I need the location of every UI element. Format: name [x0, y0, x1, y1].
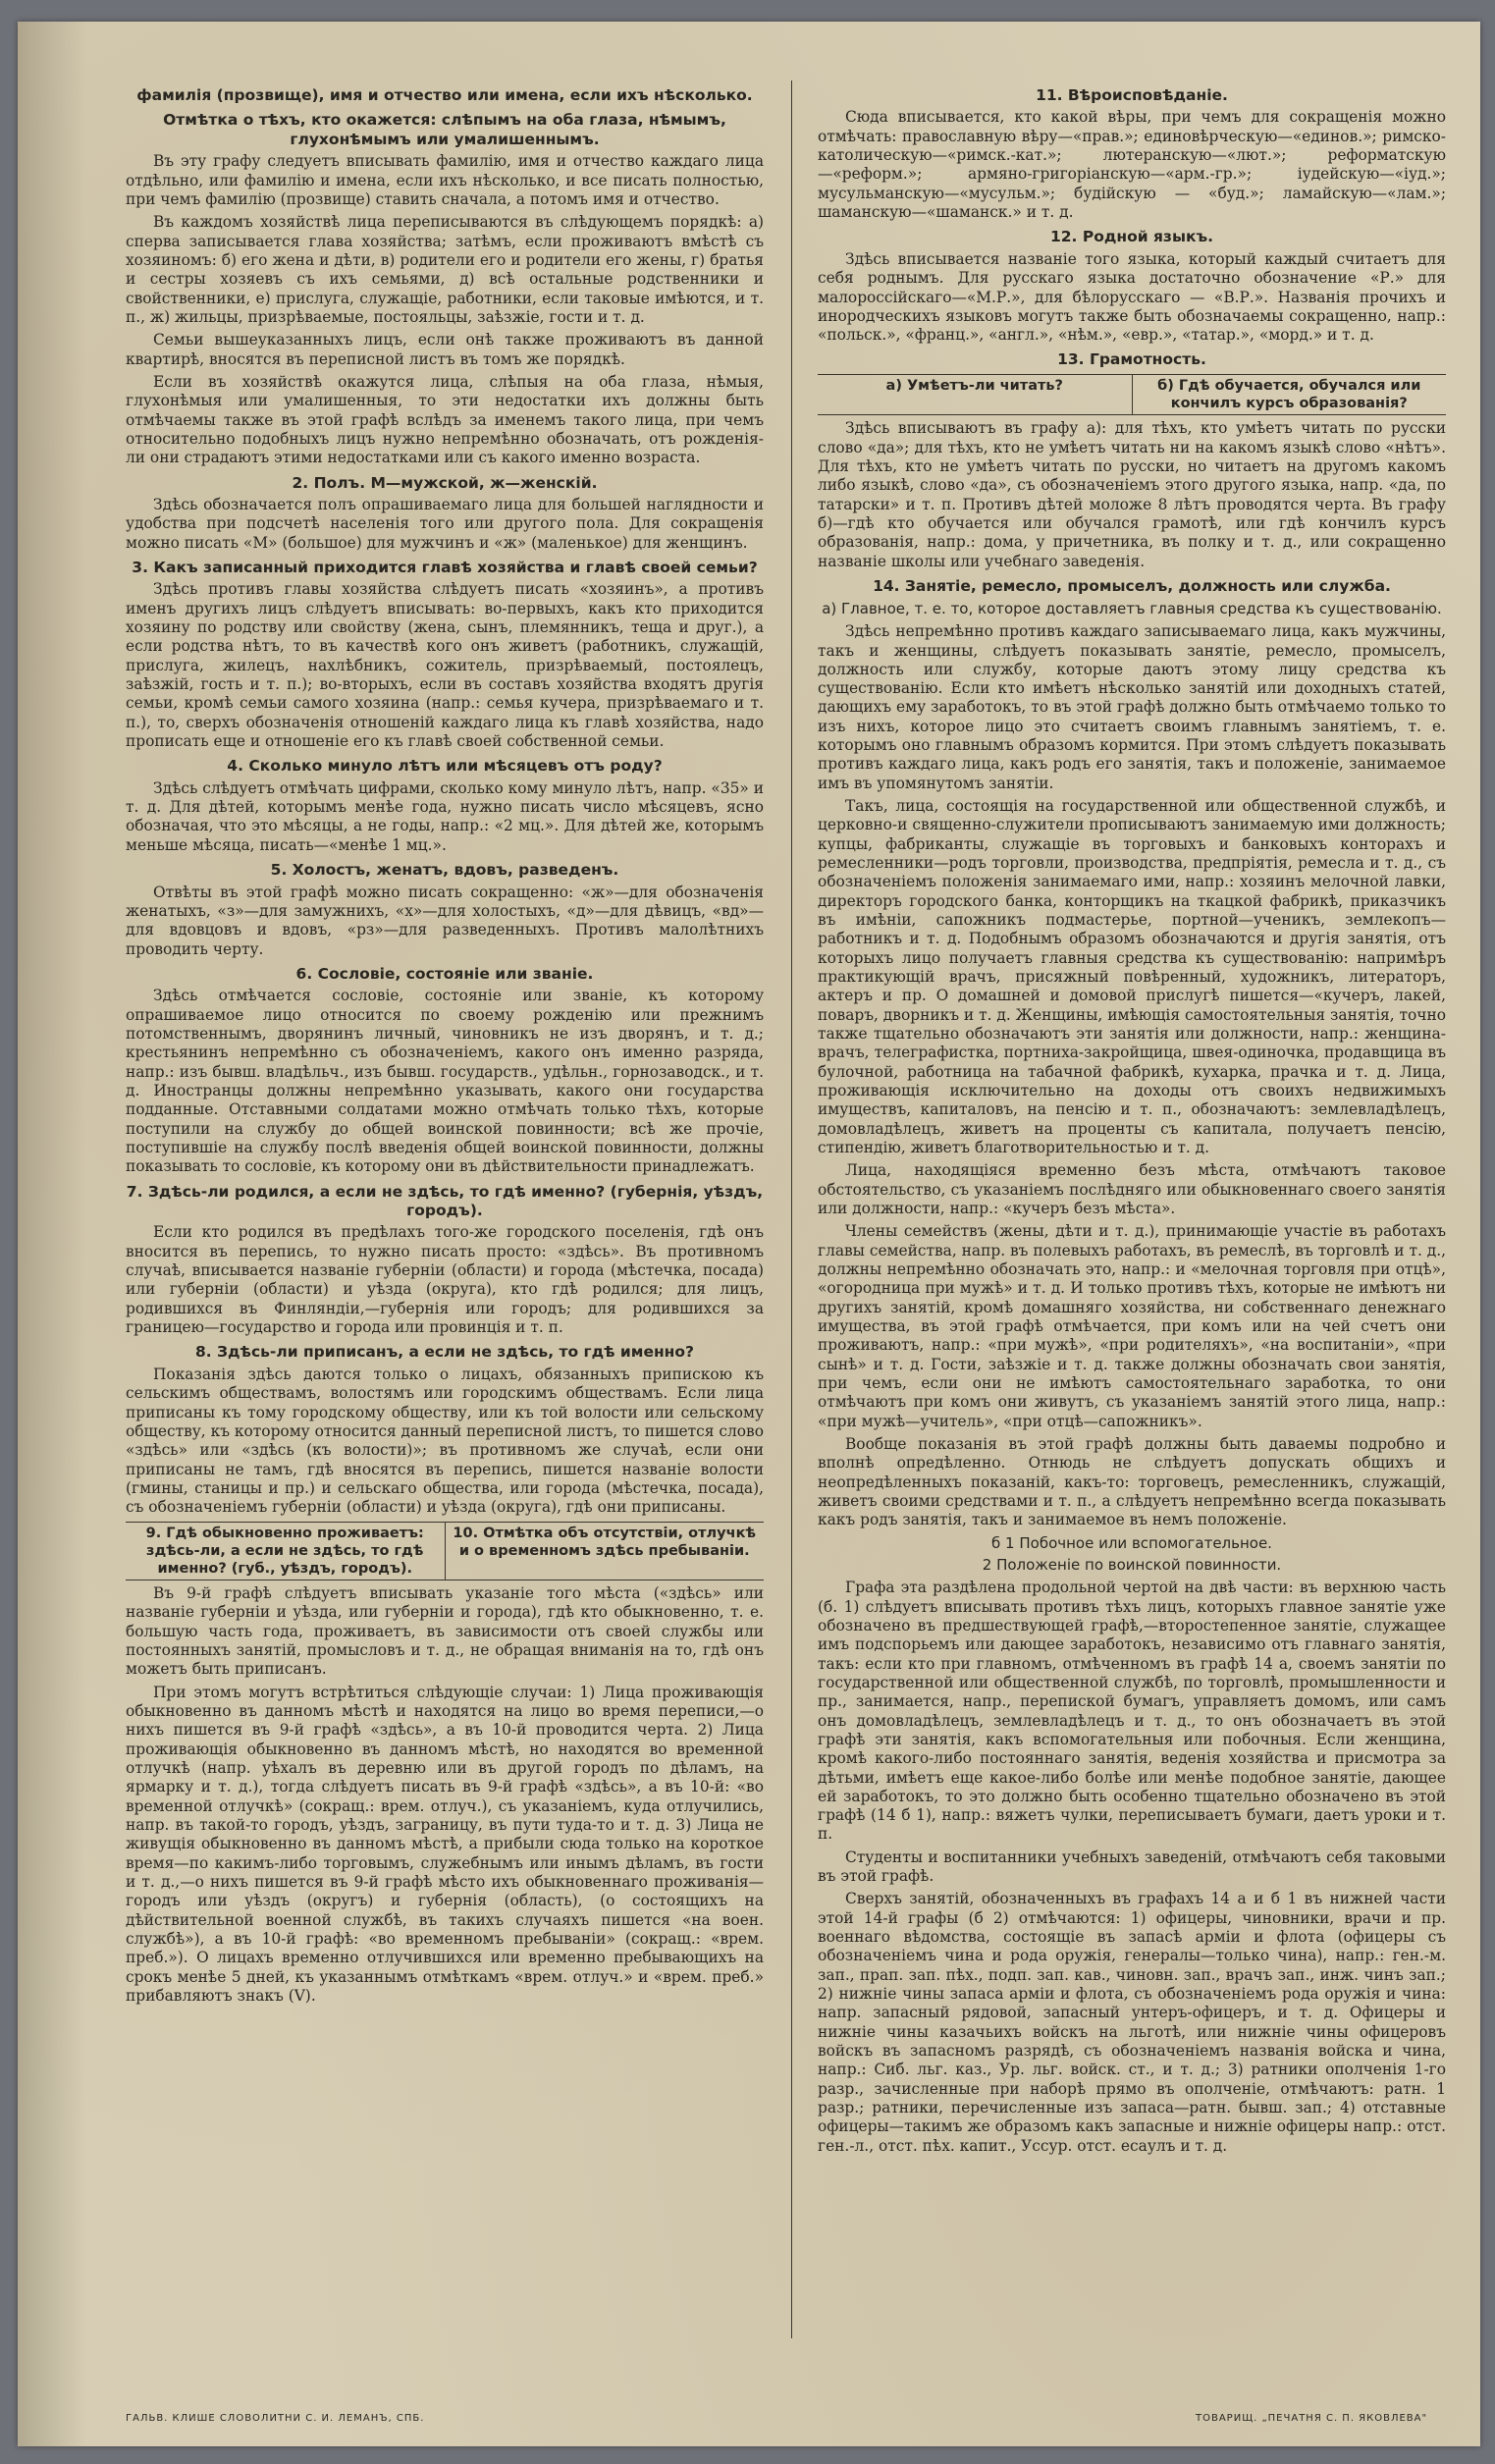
section-12-paragraph: Здѣсь вписывается названіе того языка, который каждый считаетъ для себя роднымъ. Для русскаго языка достаточно обозначение «Р.» для малороссійскаго—«М.Р.», для бѣлорусскаго — «В.Р.». Названія прочихъ и инородческихъ языковъ могутъ также быть обозначаемы сокращенно, напр.: «польск.», «франц.», «англ.», «нѣм.», «евр.», «татар.», «морд.» и т. д.	[818, 249, 1446, 345]
section-1-subheading: Отмѣтка о тѣхъ, кто окажется: слѣпымъ на оба глаза, нѣмымъ, глухонѣмымъ или умалишеннымъ.	[163, 111, 726, 148]
section-4-heading: 4. Сколько минуло лѣтъ или мѣсяцевъ отъ роду?	[227, 757, 663, 776]
section-11-paragraph: Сюда вписывается, кто какой вѣры, при чемъ для сокращенія можно отмѣчать: православную вѣру—«прав.»; единовѣрческую—«единов.»; римско-католическую—«римск.-кат.»; лютеранскую—«лют.»; реформатскую—«реформ.»; армяно-григоріанскую—«арм.-гр.»; іудейскую—«іуд.»; мусульманскую—«мусульм.»; будійскую — «буд.»; ламайскую—«лам.»; шаманскую—«шаманск.» и т. д.	[818, 108, 1446, 222]
section-11-heading: 11. Вѣроисповѣданіе.	[1036, 86, 1228, 104]
section-6-heading: 6. Сословіе, состояніе или званіе.	[295, 964, 594, 983]
section-7-heading: 7. Здѣсь-ли родился, а если не здѣсь, то гдѣ именно? (губернія, уѣздъ, городъ).	[126, 1182, 764, 1220]
printer-credit-left: ГАЛЬВ. КЛИШЕ СЛОВОЛИТНИ С. И. ЛЕМАНЪ, СПБ.	[126, 2413, 425, 2424]
section-5-heading: 5. Холостъ, женатъ, вдовъ, разведенъ.	[270, 861, 619, 880]
section-14a-subheading: а) Главное, т. е. то, которое доставляетъ главныя средства къ существованію.	[822, 600, 1442, 618]
section-14-paragraph-4: Члены семействъ (жены, дѣти и т. д.), принимающіе участіе въ работахъ главы семейства, напр. въ полевыхъ работахъ, въ ремеслѣ, въ торговлѣ и т. д., должны непремѣнно обозначать это, напр.: и «мелочная торговля при отцѣ», «огородница при мужѣ» и т. д. И только противъ тѣхъ, которые не имѣютъ ни другихъ занятій, кромѣ домашняго хозяйства, ни собственнаго денежнаго имущества, въ этой графѣ отмѣчается, при комъ или на чей счетъ они проживаютъ, напр.: «при мужѣ», «при родителяхъ», «на воспитаніи», «при сынѣ» и т. д. Гости, заѣзжіе и т. д. также должны обозначать свои занятія, при чемъ, если они не имѣютъ самостоятельнаго заработка, то они отмѣчаютъ при комъ они живутъ, съ указаніемъ занятій этого лица, напр.: «при мужѣ—учитель», «при отцѣ—сапожникъ».	[818, 1222, 1447, 1430]
census-instruction-sheet	[18, 22, 1480, 2446]
section-14-heading: 14. Занятіе, ремесло, промыселъ, должность или служба.	[873, 576, 1391, 595]
section-13-heading: 13. Грамотность.	[1057, 350, 1206, 369]
section-3-paragraph: Здѣсь противъ главы хозяйства слѣдуетъ писать «хозяинъ», а противъ именъ другихъ лицъ слѣдуетъ вписывать: во-первыхъ, какъ кто приходится хозяину по родству или свойству (жена, сынъ, племянникъ, теща и друг.), а если родства нѣтъ, то въ качествѣ кого онъ живетъ (работникъ, служащій, прислуга, жилецъ, нахлѣбникъ, сожитель, призрѣваемый, постоялецъ, заѣзжій, гость и т. п.); во-вторыхъ, если въ составъ хозяйства входятъ другія семьи, кромѣ семьи самого хозяина (напр.: семья кучера, призрѣваемаго и т. п.), то, сверхъ обозначенія отношеній каждаго лица къ главѣ хозяйства, надо прописать еще и отношеніе его къ главѣ своей собственной семьи.	[126, 580, 764, 751]
left-column	[126, 80, 764, 2009]
section-6-paragraph: Здѣсь отмѣчается сословіе, состояніе или званіе, къ которому опрашиваемое лицо относится по своему рожденію или прежнимъ потомственнымъ, дворянинъ личный, чиновникъ не изъ дворянъ, и т. д.; крестьянинъ непремѣнно съ обозначеніемъ, какого онъ именно разряда, напр.: изъ бывш. владѣльч., изъ бывш. государств., удѣльн., горнозаводск., и т. д. Иностранцы должны непремѣнно указывать, какого они государства подданные. Отставными солдатами можно отмѣчать только тѣхъ, которые поступили на службу до общей воинской повинности; всѣ же прочіе, поступившіе на службу послѣ введенія общей воинской повинности, должны показывать то сословіе, къ которому они въ дѣйствительности принадлежатъ.	[126, 987, 764, 1176]
section-3-heading: 3. Какъ записанный приходится главѣ хозяйства и главѣ своей семьи?	[132, 558, 758, 576]
section-7-paragraph: Если кто родился въ предѣлахъ того-же городского поселенія, гдѣ онъ вносится въ перепись, то нужно писать просто: «здѣсь». Въ противномъ случаѣ, вписывается названіе губерніи (области) и города (мѣстечка, посада) или губерніи (области) и уѣзда (округа), кто гдѣ родился; для лицъ, родившихся въ Финляндіи,—губернія или городъ; для родившихся за границею—государство и города или провинція и т. п.	[126, 1223, 764, 1337]
section-1-heading: фамилія (прозвище), имя и отчество или имена, если ихъ нѣсколько.	[136, 86, 753, 104]
section-14-paragraph-8: Сверхъ занятій, обозначенныхъ въ графахъ 14 а и б 1 въ нижней части этой 14-й графы (б 2) отмѣчаются: 1) офицеры, чиновники, врачи и пр. военнаго вѣдомства, состоящіе въ запасѣ арміи и флота (офицеры съ обозначеніемъ чина и рода оружія, генералы—только чина), напр.: ген.-м. зап., прап. зап. пѣх., подп. зап. кав., чиновн. зап., врачъ зап., инж. чинъ зап.; 2) нижніе чины запаса арміи и флота, съ обозначеніемъ рода оружія и чина: напр. запасный рядовой, запасный унтеръ-офицеръ, и т. д. Офицеры и нижніе чины казачьихъ войскъ на льготѣ, или нижніе чины офицеровъ войскъ въ запасномъ разрядѣ, съ обозначеніемъ названія войска и чина, напр.: Сиб. льг. каз., Ур. льг. войск. ст., и т. д.; 3) ратники ополченія 1-го разр., зачисленные при наборѣ прямо въ ополченіе, отмѣчаютъ: ратн. 1 разр.; ратники, перечисленные изъ запаса—ратн. бывш. зап.; 4) отставные офицеры—такимъ же образомъ какъ запасные и нижніе офицеры напр.: отст. ген.-л., отст. пѣх. капит., Уссур. отст. есаулъ и т. д.	[818, 1890, 1446, 2155]
section-13-subheader	[818, 374, 1446, 415]
section-14-paragraph-1: Здѣсь непремѣнно противъ каждаго записываемаго лица, какъ мужчины, такъ и женщины, слѣдуетъ показывать занятіе, ремесло, промыселъ, должность или службу, которые даютъ этому лицу средства къ существованію. Если кто имѣетъ нѣсколько занятій или доходныхъ статей, дающихъ ему заработокъ, то въ этой графѣ должно быть отмѣчаемо только то изъ нихъ, которое лицо это считаетъ своимъ главнымъ занятіемъ, т. е. которымъ оно главнымъ образомъ кормится. При этомъ слѣдуетъ показывать противъ каждаго лица, какъ родъ его занятія, такъ и положеніе, занимаемое имъ въ упомянутомъ занятіи.	[818, 622, 1446, 792]
section-2-paragraph: Здѣсь обозначается полъ опрашиваемаго лица для большей наглядности и удобства при подсчетѣ населенія того или другого пола. Для сокращенія можно писать «М» (большое) для мужчинъ и «ж» (маленькое) для женщинъ.	[126, 496, 764, 552]
section-8-paragraph: Показанія здѣсь даются только о лицахъ, обязанныхъ припискою къ сельскимъ обществамъ, волостямъ или городскимъ обществамъ. Если лица приписаны къ тому городскому обществу, или къ той волости или сельскому обществу, къ которому относится данный переписной листъ, то пишется слово «здѣсь» или «здѣсь (къ волости)»; въ противномъ же случаѣ, если они приписаны не тамъ, гдѣ вносятся въ перепись, пишется названіе волости (гмины, станицы и пр.) и сельскаго общества, или города (мѣстечка, посада), съ обозначеніемъ губерніи (области) и уѣзда (округа), гдѣ они приписаны.	[126, 1365, 764, 1517]
section-9-paragraph-1: Въ 9-й графѣ слѣдуетъ вписывать указаніе того мѣста («здѣсь» или названіе губерніи и уѣзда, или губерніи и города), гдѣ кто обыкновенно, т. е. большую часть года, проживаетъ, въ зависимости отъ своей службы или постоянныхъ занятій, промысловъ и т. д., не обращая вниманія на то, гдѣ онъ можетъ быть приписанъ.	[126, 1584, 764, 1679]
section-14-paragraph-5: Вообще показанія въ этой графѣ должны быть даваемы подробно и вполнѣ опредѣленно. Отнюдь не слѣдуетъ допускать общихъ и неопредѣленныхъ показаній, какъ-то: торговецъ, ремесленникъ, служащій, живетъ своими средствами и т. п., а слѣдуетъ непремѣнно всегда показывать какъ родъ занятія, такъ и занимаемое въ немъ положеніе.	[818, 1434, 1446, 1529]
section-2-heading: 2. Полъ. М—мужской, ж—женскій.	[292, 473, 598, 492]
section-14b2-subheading: 2 Положеніе по воинской повинности.	[982, 1556, 1282, 1575]
column-divider	[791, 80, 792, 2338]
section-13b-heading: б) Гдѣ обучается, обучался или кончилъ курсъ образованія?	[1132, 375, 1447, 414]
section-14-paragraph-2: Такъ, лица, состоящія на государственной или общественной службѣ, и церковно-и священно-служители прописываютъ занимаемую ими должность; купцы, фабриканты, служащіе въ торговыхъ и банковыхъ конторахъ и ремесленники—родъ торговли, производства, предпріятія, ремесла и т. д., съ обозначеніемъ положенія занимаемаго ими, напр.: хозяинъ мелочной лавки, директоръ городского банка, конторщикъ на ткацкой фабрикѣ, приказчикъ въ имѣніи, сапожникъ подмастерье, портной—ученикъ, землекопъ—работникъ и т. д. Подобнымъ образомъ обозначаются и другія занятія, отъ которыхъ лицо получаетъ главныя средства къ существованію: напримѣръ практикующій врачъ, присяжный повѣренный, художникъ, литераторъ, актеръ и пр. О домашней и домовой прислугѣ пишется—«кучеръ, лакей, поваръ, дворникъ и т. д. Женщины, имѣющія самостоятельныя занятія, точно также тщательно обозначаютъ эти занятія или должности, напр.: женщина-врачъ, телеграфистка, портниха-закройщица, швея-одиночка, продавщица въ булочной, работница на табачной фабрикѣ, кухарка, прачка и т. д. Лица, проживающія исключительно на доходы отъ своихъ недвижимыхъ имуществъ, капиталовъ, на пенсію и т. п., обозначаютъ: землевладѣлецъ, домовладѣлецъ, живетъ на проценты съ капитала, получаетъ пенсію, стипендію, живетъ благотворительностью и т. д.	[818, 797, 1446, 1157]
section-9-heading: 9. Гдѣ обыкновенно проживаетъ: здѣсь-ли, а если не здѣсь, то гдѣ именно? (губ., уѣздъ, городъ).	[145, 1525, 424, 1577]
section-4-paragraph: Здѣсь слѣдуетъ отмѣчать цифрами, сколько кому минуло лѣтъ, напр. «35» и т. д. Для дѣтей, которымъ менѣе года, нужно писать число мѣсяцевъ, ясно обозначая, что это мѣсяцы, а не годы, напр.: «2 мц.». Для дѣтей же, которымъ меньше мѣсяца, писать—«менѣе 1 мц.».	[126, 778, 764, 854]
printer-credit-right: ТОВАРИЩ. „ПЕЧАТНЯ С. П. ЯКОВЛЕВА"	[1196, 2413, 1428, 2424]
section-10-heading: 10. Отмѣтка объ отсутствіи, отлучкѣ и о временномъ здѣсь пребываніи.	[445, 1523, 765, 1580]
section-14-paragraph-6: Графа эта раздѣлена продольной чертой на двѣ части: въ верхнюю часть (б. 1) слѣдуетъ вписывать противъ тѣхъ лицъ, которыхъ главное занятіе уже обозначено въ предшествующей графѣ,—второстепенное занятіе, служащее имъ подспорьемъ или дающее заработокъ, независимо отъ главнаго занятія, такъ: если кто при главномъ, отмѣченномъ въ графѣ 14 а, своемъ занятіи по государственной или общественной службѣ, по торговлѣ, промышленности и пр., занимается, напр., перепиской бумагъ, управляетъ домомъ, или самъ онъ домовладѣлецъ, землевладѣлецъ и т. д., то онъ обозначаетъ въ этой графѣ эти занятія, какъ вспомогательныя или побочныя. Если женщина, кромѣ какого-либо постояннаго занятія, веденія хозяйства и присмотра за дѣтьми, имѣетъ еще какое-либо болѣе или менѣе подобное занятіе, дающее ей заработокъ, то это должно быть особенно тщательно обозначено въ этой графѣ (14 б 1), напр.: вяжетъ чулки, переписываетъ бумаги, даетъ уроки и т. п.	[818, 1579, 1446, 1844]
section-13-paragraph: Здѣсь вписываютъ въ графу а): для тѣхъ, кто умѣетъ читать по русски слово «да»; для тѣхъ, кто не умѣетъ читать ни на какомъ языкѣ слово «нѣтъ». Для тѣхъ, кто не умѣетъ читать по русски, но читаетъ на другомъ какомъ либо языкѣ, слово «да», съ обозначеніемъ этого другого языка, напр. «да, по татарски» и т. п. Противъ дѣтей моложе 8 лѣтъ проводятся черта. Въ графу б)—гдѣ кто обучается или обучался грамотѣ, или гдѣ кончилъ курсъ образованія, напр.: дома, у причетника, въ полку и т. д., или сокращенно названіе школы или учебнаго заведенія.	[818, 419, 1446, 570]
section-14b1-subheading: б 1 Побочное или вспомогательное.	[991, 1533, 1272, 1552]
section-13a-heading: а) Умѣетъ-ли читать?	[885, 377, 1063, 394]
paper-edge-wear	[18, 22, 86, 2446]
section-14-paragraph-3: Лица, находящіяся временно безъ мѣста, отмѣчаютъ таковое обстоятельство, съ указаніемъ послѣдняго или обыкновеннаго своего занятія или должности, напр.: «кучеръ безъ мѣста».	[818, 1161, 1446, 1218]
section-1-paragraph-3: Семьи вышеуказанныхъ лицъ, если онѣ также проживаютъ въ данной квартирѣ, вносятся въ переписной листъ въ томъ же порядкѣ.	[126, 331, 764, 368]
section-9-10-header	[126, 1522, 764, 1581]
section-1-paragraph-2: Въ каждомъ хозяйствѣ лица переписываются въ слѣдующемъ порядкѣ: а) сперва записывается глава хозяйства; затѣмъ, если проживаютъ вмѣстѣ съ хозяиномъ: б) его жена и дѣти, в) родители его и родители его жены, г) братья и сестры хозяевъ съ ихъ семьями, д) всѣ остальные родственники и свойственники, е) прислуга, служащіе, работники, если таковые имѣются, и т. п., ж) жильцы, призрѣваемые, постояльцы, заѣзжіе, гости и т. д.	[126, 213, 764, 326]
section-8-heading: 8. Здѣсь-ли приписанъ, а если не здѣсь, то гдѣ именно?	[194, 1343, 695, 1362]
section-12-heading: 12. Родной языкъ.	[1049, 228, 1214, 246]
section-1-paragraph-4: Если въ хозяйствѣ окажутся лица, слѣпыя на оба глаза, нѣмыя, глухонѣмыя или умалишенныя, то эти недостатки ихъ должны быть отмѣчаемы также въ этой графѣ вслѣдъ за именемъ такого лица, при чемъ относительно подобныхъ лицъ нужно непремѣнно обозначать, отъ рожденія-ли они страдаютъ этими недостатками или съ какого именно возраста.	[126, 372, 764, 467]
right-column	[818, 80, 1446, 2160]
section-1-paragraph-1: Въ эту графу следуетъ вписывать фамилію, имя и отчество каждаго лица отдѣльно, или фамилію и имена, если ихъ нѣсколько, и все писать полностью, при чемъ фамилію (прозвище) ставить сначала, а потомъ имя и отчество.	[126, 152, 764, 208]
section-9-paragraph-2: При этомъ могутъ встрѣтиться слѣдующіе случаи: 1) Лица проживающія обыкновенно въ данномъ мѣстѣ и находятся на лицо во время переписи,—о нихъ пишется въ 9-й графѣ «здѣсь», а въ 10-й проводится черта. 2) Лица проживающія обыкновенно въ данномъ мѣстѣ, но находятся во временной отлучкѣ (напр. уѣхалъ въ деревню или въ другой городъ по дѣламъ, на ярмарку и т. д.), тогда слѣдуетъ писать въ 9-й графѣ «здѣсь», а въ 10-й: «во временной отлучкѣ» (сокращ.: врем. отлуч.), съ указаніемъ, куда отлучились, напр. въ такой-то городъ, уѣздъ, заграницу, въ пути туда-то и т. д. 3) Лица не живущія обыкновенно въ данномъ мѣстѣ, а прибыли сюда только на короткое время—по какимъ-либо торговымъ, служебнымъ или инымъ дѣламъ, въ гости и т. д.,—о нихъ пишется въ 9-й графѣ мѣсто ихъ обыкновеннаго проживанія—городъ или уѣздъ (округъ) и губернія (область), (о состоящихъ на дѣйствительной военной службѣ, въ такихъ случаяхъ пишется «на воен. службѣ»), а въ 10-й графѣ: «во временномъ пребываніи» (сокращ.: «врем. преб.»). О лицахъ временно отлучившихся или временно пребывающихъ на срокъ менѣе 5 дней, къ указаннымъ отмѣткамъ «врем. отлуч.» и «врем. преб.» прибавляютъ знакъ (V).	[126, 1683, 764, 2005]
section-14-paragraph-7: Студенты и воспитанники учебныхъ заведеній, отмѣчаютъ себя таковыми въ этой графѣ.	[818, 1848, 1446, 1886]
section-5-paragraph: Отвѣты въ этой графѣ можно писать сокращенно: «ж»—для обозначенія женатыхъ, «з»—для замужнихъ, «х»—для холостыхъ, «д»—для дѣвицъ, «вд»—для вдовцовъ и вдовъ, «рз»—для разведенныхъ. Противъ малолѣтнихъ проводить черту.	[126, 883, 764, 958]
